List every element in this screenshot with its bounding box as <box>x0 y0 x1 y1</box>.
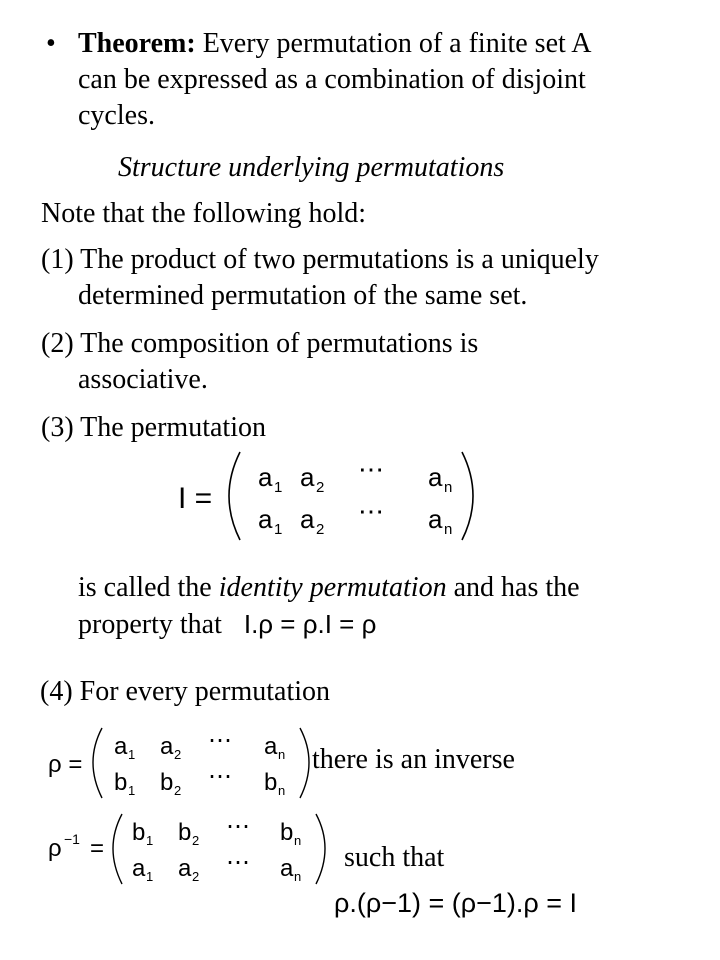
left-paren <box>229 452 240 540</box>
rho-inv-an: a <box>280 855 294 882</box>
rho-inv-equals: = <box>90 835 105 862</box>
bullet: • <box>46 28 56 59</box>
rho-a1-sub: 1 <box>128 747 136 762</box>
rho-lhs: ρ = <box>48 751 83 778</box>
rho-inv-a1: a <box>132 855 146 882</box>
rho-an-sub: n <box>278 747 286 762</box>
rho-a2: a <box>160 733 174 760</box>
item-1-line-2: determined permutation of the same set. <box>78 280 528 311</box>
sub-2-bot: 2 <box>316 521 325 538</box>
item-4: (4) For every permutation <box>40 676 331 707</box>
rho-inv-sup: −1 <box>64 831 80 847</box>
cell-a2-top: a <box>300 462 315 492</box>
cell-a1-top: a <box>258 462 273 492</box>
rho-inv-bn-sub: n <box>294 833 302 848</box>
item-3 <box>41 410 266 446</box>
cell-an-top: a <box>428 462 443 492</box>
inverse-equation: ρ.(ρ−1) = (ρ−1).ρ = I <box>334 888 578 918</box>
cell-a2-bot: a <box>300 504 315 534</box>
rho-dots-top: ⋯ <box>208 727 232 754</box>
rho-b2: b <box>160 769 174 796</box>
identity-emphasis: identity permutation <box>218 572 447 603</box>
rho-inv-a2: a <box>178 855 192 882</box>
rho-inverse-svg <box>46 808 326 888</box>
item-2-line-1: (2) The composition of permutations is <box>41 328 479 359</box>
cell-dots-top: ⋯ <box>358 454 384 484</box>
theorem-label: Theorem: <box>78 28 196 59</box>
identity-property-equation: I.ρ = ρ.I = ρ <box>243 609 377 639</box>
rho-b1-sub: 1 <box>128 783 136 798</box>
identity-line-2 <box>78 606 580 642</box>
rho-inv-right-paren <box>316 814 325 884</box>
rho-inv-b2: b <box>178 819 192 846</box>
theorem-line-2: can be expressed as a combination of disjoint <box>78 64 586 95</box>
identity-paragraph <box>78 570 580 642</box>
identity-matrix <box>178 446 478 546</box>
rho-a2-sub: 2 <box>174 747 182 762</box>
rho-inv-lhs: ρ <box>48 835 62 862</box>
rho-inv-an-sub: n <box>294 869 302 884</box>
rho-inv-b1: b <box>132 819 146 846</box>
rho-a1: a <box>114 733 128 760</box>
sub-n-bot: n <box>444 521 453 538</box>
rho-inverse-matrix <box>46 808 326 888</box>
item-1 <box>41 242 599 314</box>
rho-b2-sub: 2 <box>174 783 182 798</box>
item-2 <box>41 326 478 398</box>
sub-n-top: n <box>444 479 453 496</box>
rho-inv-dots-bot: ⋯ <box>226 849 250 876</box>
rho-inv-bn: b <box>280 819 294 846</box>
sub-1-bot: 1 <box>274 521 283 538</box>
rho-inv-b1-sub: 1 <box>146 833 154 848</box>
rho-matrix-svg <box>48 722 310 802</box>
rho-left-paren <box>93 728 102 798</box>
property-that: property that <box>78 609 222 640</box>
theorem-text-1: Every permutation of a finite set A <box>195 28 592 59</box>
identity-matrix-svg <box>178 446 478 546</box>
theorem-line-3: cycles. <box>78 100 155 131</box>
sub-2-top: 2 <box>316 479 325 496</box>
rho-inv-a1-sub: 1 <box>146 869 154 884</box>
rho-an: a <box>264 733 278 760</box>
identity-pre: is called the <box>78 572 219 603</box>
rho-inv-b2-sub: 2 <box>192 833 200 848</box>
item-2-line-2: associative. <box>78 364 208 395</box>
note-line: Note that the following hold: <box>41 198 367 229</box>
rho-bn-sub: n <box>278 783 286 798</box>
section-subtitle: Structure underlying permutations <box>118 152 505 183</box>
item-3-line-1: (3) The permutation <box>41 412 266 443</box>
rho-dots-bot: ⋯ <box>208 763 232 790</box>
sub-1-top: 1 <box>274 479 283 496</box>
rho-inv-left-paren <box>113 814 122 884</box>
rho-inv-a2-sub: 2 <box>192 869 200 884</box>
rho-b1: b <box>114 769 128 796</box>
theorem-line-1 <box>78 26 591 62</box>
rho-right-paren <box>300 728 309 798</box>
cell-an-bot: a <box>428 504 443 534</box>
identity-lhs: I = <box>178 482 213 515</box>
cell-dots-bot: ⋯ <box>358 496 384 526</box>
cell-a1-bot: a <box>258 504 273 534</box>
inverse-text: there is an inverse <box>312 744 515 775</box>
identity-line-1 <box>78 570 580 606</box>
identity-post: and has the <box>446 572 580 603</box>
such-that: such that <box>344 842 445 873</box>
right-paren <box>462 452 473 540</box>
rho-bn: b <box>264 769 278 796</box>
rho-inv-dots-top: ⋯ <box>226 813 250 840</box>
item-1-line-1: (1) The product of two permutations is a uniquely <box>41 244 599 275</box>
rho-matrix <box>48 722 310 802</box>
